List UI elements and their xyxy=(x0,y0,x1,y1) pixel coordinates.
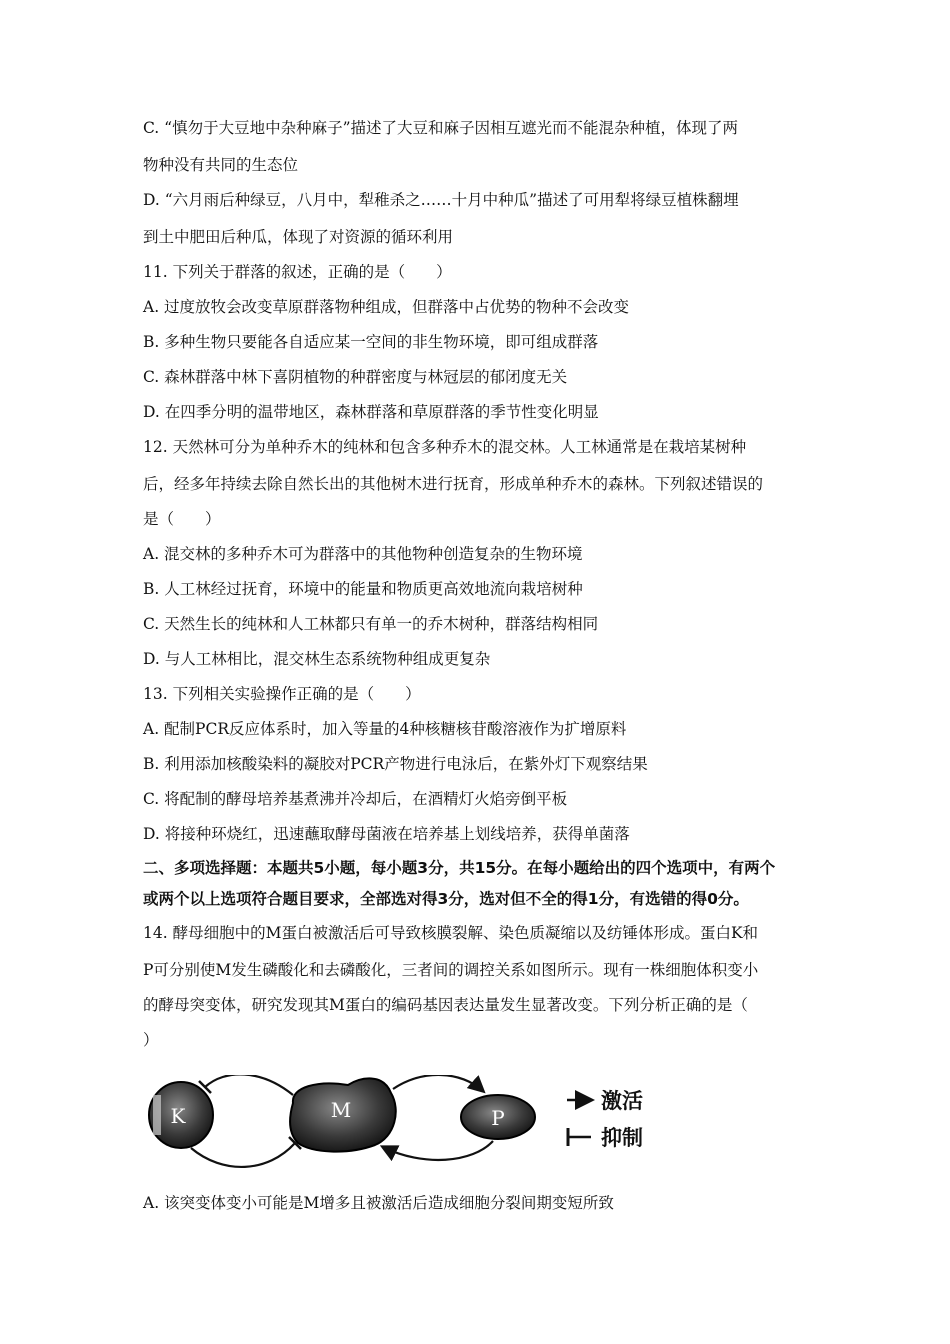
question-12-option-a: A. 混交林的多种乔木可为群落中的其他物种创造复杂的生物环境 xyxy=(143,545,583,563)
question-13-option-c: C. 将配制的酵母培养基煮沸并冷却后，在酒精灯火焰旁倒平板 xyxy=(143,790,568,808)
question-13-stem: 13. 下列相关实验操作正确的是（ ） xyxy=(143,685,421,703)
question-12-option-c: C. 天然生长的纯林和人工林都只有单一的乔木树种，群落结构相同 xyxy=(143,615,599,633)
question-11-option-d: D. 在四季分明的温带地区，森林群落和草原群落的季节性变化明显 xyxy=(143,403,599,421)
question-12-option-d: D. 与人工林相比，混交林生态系统物种组成更复杂 xyxy=(143,650,491,668)
regulation-diagram xyxy=(143,1075,663,1175)
question-14-option-a: A. 该突变体变小可能是M增多且被激活后造成细胞分裂间期变短所致 xyxy=(143,1194,614,1212)
question-12-option-b: B. 人工林经过抚育，环境中的能量和物质更高效地流向栽培树种 xyxy=(143,580,583,598)
question-13-option-b: B. 利用添加核酸染料的凝胶对PCR产物进行电泳后，在紫外灯下观察结果 xyxy=(143,755,648,773)
m-inhibits-k-arc xyxy=(205,1075,293,1095)
legend xyxy=(567,1089,643,1150)
question-10-option-d-line1: D. “六月雨后种绿豆，八月中，犁稚杀之……十月中种瓜”描述了可用犁将绿豆植株翻埋 xyxy=(143,191,739,209)
question-10-option-d-line2: 到土中肥田后种瓜，体现了对资源的循环利用 xyxy=(143,228,454,246)
m-activates-p-arrow xyxy=(393,1075,483,1091)
question-11-option-a: A. 过度放牧会改变草原群落物种组成，但群落中占优势的物种不会改变 xyxy=(143,298,630,316)
question-11-option-b: B. 多种生物只要能各自适应某一空间的非生物环境，即可组成群落 xyxy=(143,333,599,351)
question-11-stem: 11. 下列关于群落的叙述，正确的是（ ） xyxy=(143,263,452,281)
protein-m-label: M xyxy=(330,1098,352,1122)
question-12-stem-line2: 后，经多年持续去除自然长出的其他树木进行抚育，形成单种乔木的森林。下列叙述错误的 xyxy=(143,475,764,493)
legend-inhibit-label: 抑制 xyxy=(601,1126,643,1150)
question-10-option-c-line1: C. “慎勿于大豆地中杂种麻子”描述了大豆和麻子因相互遮光而不能混杂种植，体现了两 xyxy=(143,119,739,137)
protein-k-label: K xyxy=(170,1104,186,1128)
section-2-heading-line1: 二、多项选择题：本题共5小题，每小题3分，共15分。在每小题给出的四个选项中，有两个 xyxy=(143,859,776,877)
question-14-stem-line4: ） xyxy=(143,1031,159,1049)
section-2-heading-line2: 或两个以上选项符合题目要求，全部选对得3分，选对但不全的得1分，有选错的得0分。 xyxy=(143,890,749,908)
question-13-option-d: D. 将接种环烧红，迅速蘸取酵母菌液在培养基上划线培养，获得单菌落 xyxy=(143,825,630,843)
legend-activate-label: 激活 xyxy=(601,1089,643,1113)
question-11-option-c: C. 森林群落中林下喜阴植物的种群密度与林冠层的郁闭度无关 xyxy=(143,368,568,386)
question-12-stem-line3: 是（ ） xyxy=(143,510,221,528)
question-14-stem-line2: P可分别使M发生磷酸化和去磷酸化，三者间的调控关系如图所示。现有一株细胞体积变小 xyxy=(143,961,759,979)
protein-p-label: P xyxy=(491,1106,505,1130)
question-14-stem-line3: 的酵母突变体，研究发现其M蛋白的编码基因表达量发生显著改变。下列分析正确的是（ xyxy=(143,996,748,1014)
k-inhibits-m-arc xyxy=(191,1143,295,1167)
question-13-option-a: A. 配制PCR反应体系时，加入等量的4种核糖核苷酸溶液作为扩增原料 xyxy=(143,720,627,738)
question-14-stem-line1: 14. 酵母细胞中的M蛋白被激活后可导致核膜裂解、染色质凝缩以及纺锤体形成。蛋白K和 xyxy=(143,924,759,942)
question-10-option-c-line2: 物种没有共同的生态位 xyxy=(143,156,299,174)
question-12-stem-line1: 12. 天然林可分为单种乔木的纯林和包含多种乔木的混交林。人工林通常是在栽培某树种 xyxy=(143,438,747,456)
p-activates-m-arrow xyxy=(383,1141,493,1160)
